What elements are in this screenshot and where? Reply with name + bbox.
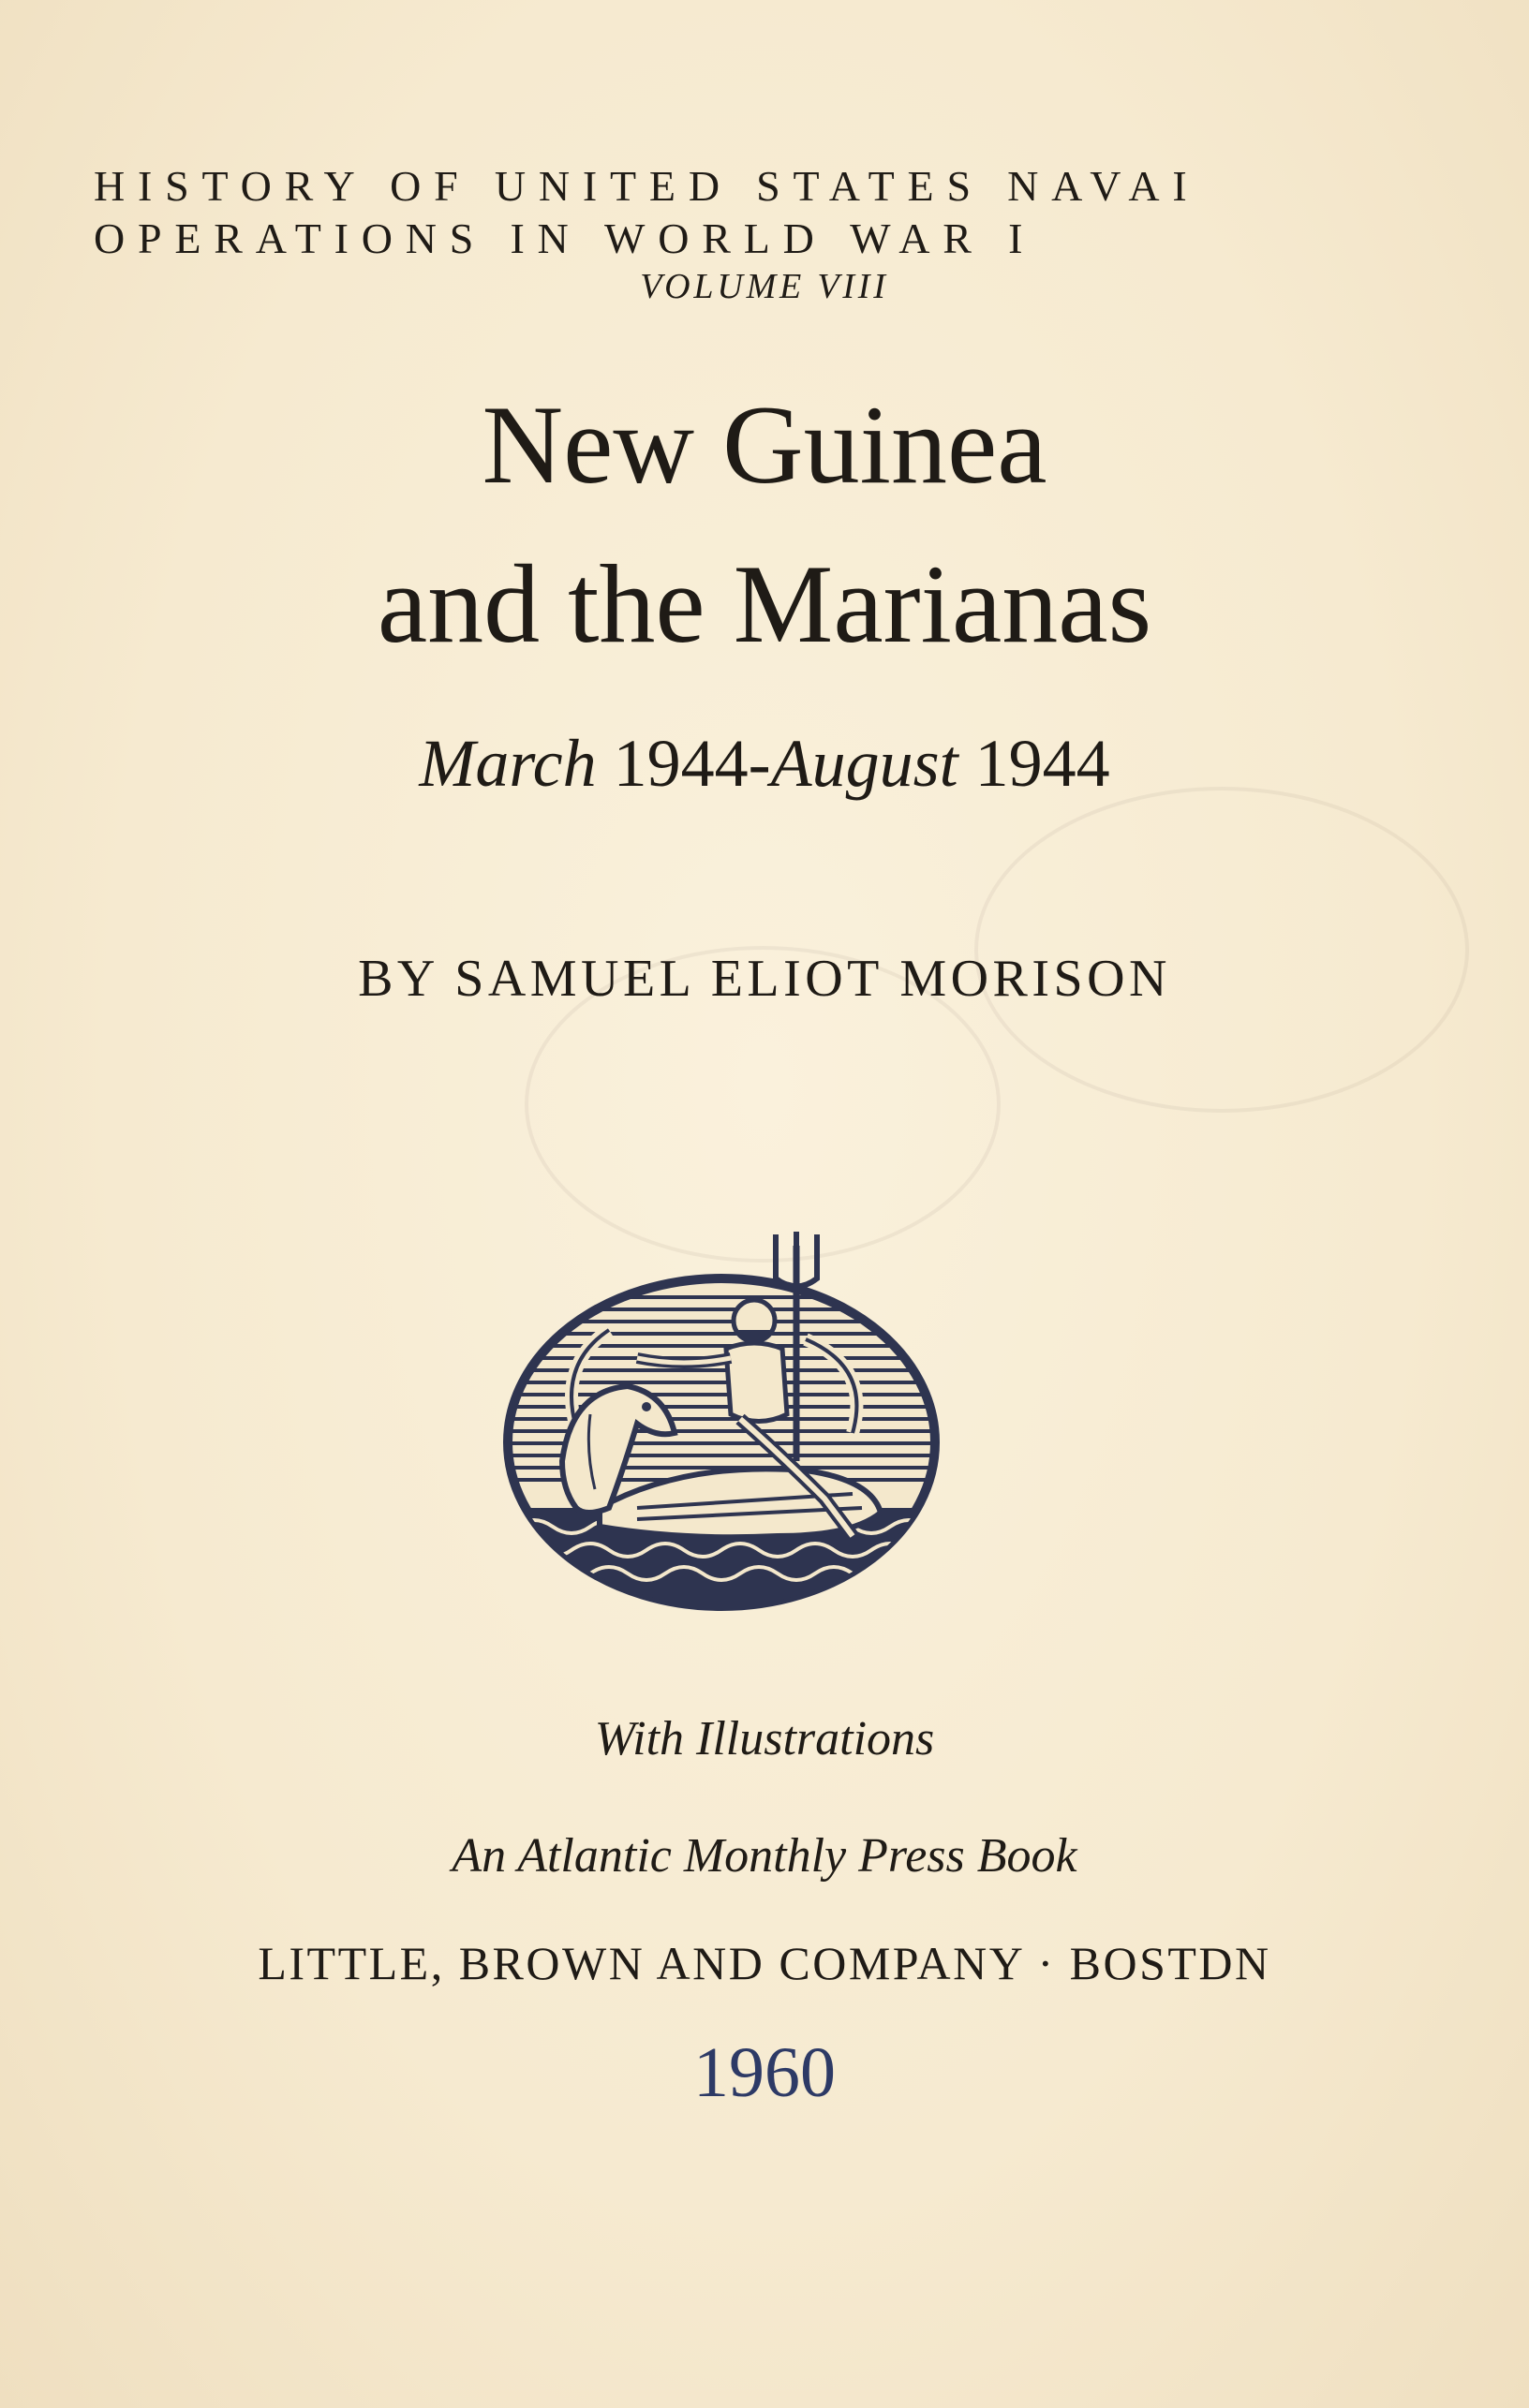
end-year: 1944 (974, 726, 1110, 801)
start-month: March (419, 726, 597, 801)
imprint-line: An Atlantic Monthly Press Book (452, 1829, 1077, 1883)
date-separator: - (748, 726, 771, 801)
start-year: 1944 (613, 726, 749, 801)
end-month: August (770, 726, 958, 801)
illustrations-note: With Illustrations (594, 1712, 935, 1765)
series-title-line-1: HISTORY OF UNITED STATES NAVAI (94, 162, 1200, 210)
date-range (0, 721, 1529, 805)
author-line: BY SAMUEL ELIOT MORISON (358, 950, 1171, 1008)
publisher-line: LITTLE, BROWN AND COMPANY · BOSTDN (258, 1937, 1271, 1989)
series-title-line-2: OPERATIONS IN WORLD WAR I (94, 214, 1036, 262)
neptune-trident-seahorse-emblem-icon (497, 1227, 946, 1620)
volume-number: VOLUME VIII (640, 267, 889, 306)
book-title-line-1: New Guinea (482, 382, 1047, 507)
publication-year: 1960 (693, 2033, 836, 2112)
book-title-line-2: and the Marianas (377, 541, 1152, 666)
